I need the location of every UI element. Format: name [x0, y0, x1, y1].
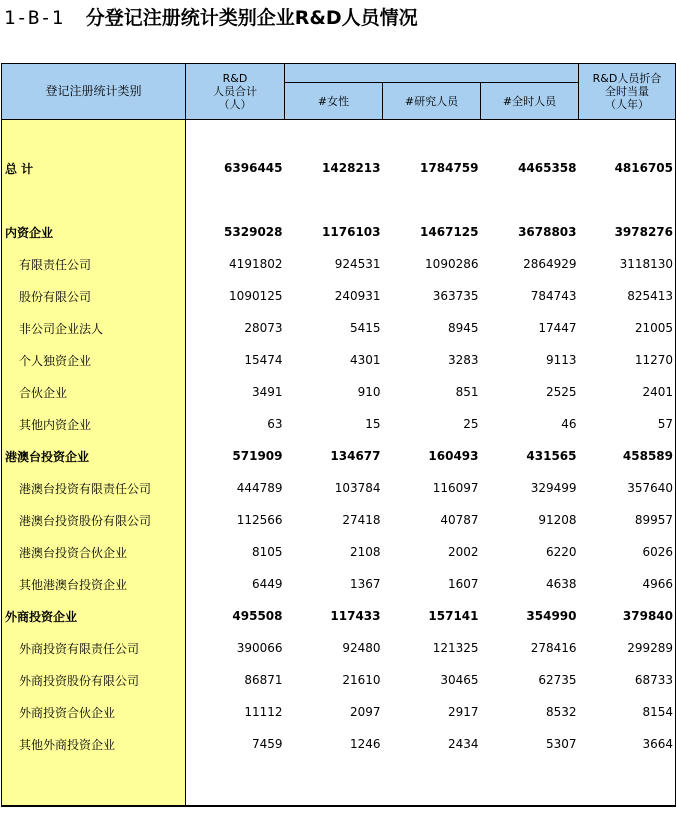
cell-value: 116097 [432, 481, 479, 495]
cell-value: 160493 [428, 449, 479, 463]
cell-value: 3283 [447, 353, 479, 367]
cell-value: 27418 [342, 513, 381, 527]
cell-value: 1367 [349, 577, 381, 591]
cell-value: 1607 [447, 577, 479, 591]
row-label: 个人独资企业 [2, 344, 186, 376]
cell-value: 354990 [526, 609, 577, 623]
row-label: 港澳台投资企业 [2, 440, 186, 472]
cell-value: 40787 [440, 513, 479, 527]
cell-value: 299289 [579, 632, 676, 664]
cell-value: 1428213 [322, 161, 381, 175]
cell-value: 278416 [530, 641, 577, 655]
row-label: 外商投资合伙企业 [2, 696, 186, 728]
table-title: 分登记注册统计类别企业R&D人员情况 [85, 7, 418, 29]
cell-value: 363735 [432, 289, 479, 303]
cell-value: 851 [455, 385, 479, 399]
table-header [2, 64, 676, 120]
total-row [2, 120, 676, 217]
cell-value: 157141 [428, 609, 479, 623]
cell-value: 2434 [447, 737, 479, 751]
header-fte-line1: R&D人员折合 [592, 72, 662, 85]
header-female: #女性 [285, 83, 383, 120]
cell-value: 4465358 [518, 161, 577, 175]
cell-value: 9113 [545, 353, 577, 367]
cell-value: 431565 [526, 449, 577, 463]
cell-value: 15474 [186, 344, 285, 376]
cell-value: 4191802 [186, 248, 285, 280]
header-subcolumn-group [285, 64, 579, 83]
row-label: 内资企业 [2, 216, 186, 248]
table-row [2, 536, 676, 568]
rd-personnel-table [1, 63, 676, 807]
cell-value: 3978276 [579, 216, 676, 248]
table-code: 1-B-1 [4, 7, 64, 29]
row-label: 港澳台投资股份有限公司 [2, 504, 186, 536]
table-row [2, 376, 676, 408]
cell-value: 495508 [186, 600, 285, 632]
group-row [2, 216, 676, 248]
row-label: 外商投资有限责任公司 [2, 632, 186, 664]
cell-value: 4638 [545, 577, 577, 591]
cell-value [481, 760, 579, 806]
cell-value: 92480 [342, 641, 381, 655]
cell-value: 91208 [538, 513, 577, 527]
cell-value: 825413 [579, 280, 676, 312]
table-row [2, 696, 676, 728]
cell-value: 1090286 [425, 257, 479, 271]
group-row [2, 440, 676, 472]
row-label: 总 计 [2, 120, 186, 217]
cell-value: 6220 [545, 545, 577, 559]
cell-value: 5415 [349, 321, 381, 335]
row-label: 其他内资企业 [2, 408, 186, 440]
cell-value: 11112 [186, 696, 285, 728]
cell-value: 357640 [579, 472, 676, 504]
cell-value: 21005 [579, 312, 676, 344]
cell-value: 329499 [530, 481, 577, 495]
row-label: 股份有限公司 [2, 280, 186, 312]
header-fte-line3: （人年） [605, 98, 650, 111]
cell-value: 1090125 [186, 280, 285, 312]
table-row [2, 632, 676, 664]
cell-value: 3678803 [518, 225, 577, 239]
cell-value: 2525 [545, 385, 577, 399]
table-end-row [2, 760, 676, 806]
cell-value: 6396445 [186, 120, 285, 217]
cell-value: 46 [561, 417, 577, 431]
cell-value [186, 760, 285, 806]
row-label: 非公司企业法人 [2, 312, 186, 344]
header-researchers: #研究人员 [383, 83, 481, 120]
cell-value [383, 760, 481, 806]
cell-value: 5329028 [186, 216, 285, 248]
cell-value: 910 [357, 385, 381, 399]
row-header: 登记注册统计类别 [2, 64, 186, 120]
header-rd-total-line1: R&D [222, 72, 248, 85]
cell-value: 390066 [186, 632, 285, 664]
cell-value: 57 [579, 408, 676, 440]
header-fte [579, 64, 676, 120]
cell-value: 134677 [330, 449, 381, 463]
cell-value: 4816705 [579, 120, 676, 217]
table-row [2, 408, 676, 440]
cell-value: 86871 [186, 664, 285, 696]
table-row [2, 344, 676, 376]
row-label [2, 760, 186, 806]
cell-value: 2864929 [523, 257, 577, 271]
cell-value: 784743 [530, 289, 577, 303]
table-row [2, 728, 676, 760]
header-full-time: #全时人员 [481, 83, 579, 120]
table-row [2, 280, 676, 312]
row-label: 港澳台投资有限责任公司 [2, 472, 186, 504]
cell-value: 121325 [432, 641, 479, 655]
table-row [2, 664, 676, 696]
header-rd-total [186, 64, 285, 120]
cell-value: 240931 [334, 289, 381, 303]
cell-value: 458589 [579, 440, 676, 472]
cell-value: 103784 [334, 481, 381, 495]
header-rd-total-line3: （人） [218, 98, 252, 111]
header-rd-total-line2: 人员合计 [213, 85, 257, 98]
cell-value: 2917 [447, 705, 479, 719]
table-body [2, 120, 676, 807]
cell-value: 28073 [186, 312, 285, 344]
table-row [2, 504, 676, 536]
row-label: 其他港澳台投资企业 [2, 568, 186, 600]
cell-value: 571909 [186, 440, 285, 472]
header-fte-line2: 全时当量 [605, 85, 650, 98]
cell-value: 5307 [545, 737, 577, 751]
cell-value: 62735 [538, 673, 577, 687]
cell-value: 1467125 [420, 225, 479, 239]
cell-value: 3491 [186, 376, 285, 408]
cell-value: 379840 [579, 600, 676, 632]
group-row [2, 600, 676, 632]
cell-value: 17447 [538, 321, 577, 335]
table-row [2, 312, 676, 344]
table-row [2, 568, 676, 600]
cell-value: 3664 [579, 728, 676, 760]
cell-value: 6449 [186, 568, 285, 600]
cell-value: 444789 [186, 472, 285, 504]
cell-value: 2097 [349, 705, 381, 719]
row-label: 外商投资企业 [2, 600, 186, 632]
cell-value: 11270 [579, 344, 676, 376]
cell-value: 30465 [440, 673, 479, 687]
cell-value: 63 [186, 408, 285, 440]
cell-value: 6026 [579, 536, 676, 568]
cell-value: 2002 [447, 545, 479, 559]
cell-value: 4966 [579, 568, 676, 600]
cell-value: 1176103 [322, 225, 381, 239]
row-label: 其他外商投资企业 [2, 728, 186, 760]
table-row [2, 248, 676, 280]
cell-value: 924531 [334, 257, 381, 271]
cell-value: 2108 [349, 545, 381, 559]
cell-value: 1784759 [420, 161, 479, 175]
row-label: 合伙企业 [2, 376, 186, 408]
row-label: 港澳台投资合伙企业 [2, 536, 186, 568]
cell-value: 8154 [579, 696, 676, 728]
cell-value: 8532 [545, 705, 577, 719]
cell-value: 15 [365, 417, 381, 431]
cell-value: 8105 [186, 536, 285, 568]
cell-value: 3118130 [579, 248, 676, 280]
row-label: 有限责任公司 [2, 248, 186, 280]
cell-value: 112566 [186, 504, 285, 536]
cell-value: 25 [463, 417, 479, 431]
cell-value: 89957 [579, 504, 676, 536]
page-title [4, 4, 418, 32]
cell-value: 4301 [349, 353, 381, 367]
cell-value [579, 760, 676, 806]
cell-value: 21610 [342, 673, 381, 687]
cell-value: 8945 [447, 321, 479, 335]
cell-value: 7459 [186, 728, 285, 760]
cell-value: 1246 [349, 737, 381, 751]
cell-value: 117433 [330, 609, 381, 623]
cell-value [285, 760, 383, 806]
table-row [2, 472, 676, 504]
cell-value: 68733 [579, 664, 676, 696]
cell-value: 2401 [579, 376, 676, 408]
row-label: 外商投资股份有限公司 [2, 664, 186, 696]
